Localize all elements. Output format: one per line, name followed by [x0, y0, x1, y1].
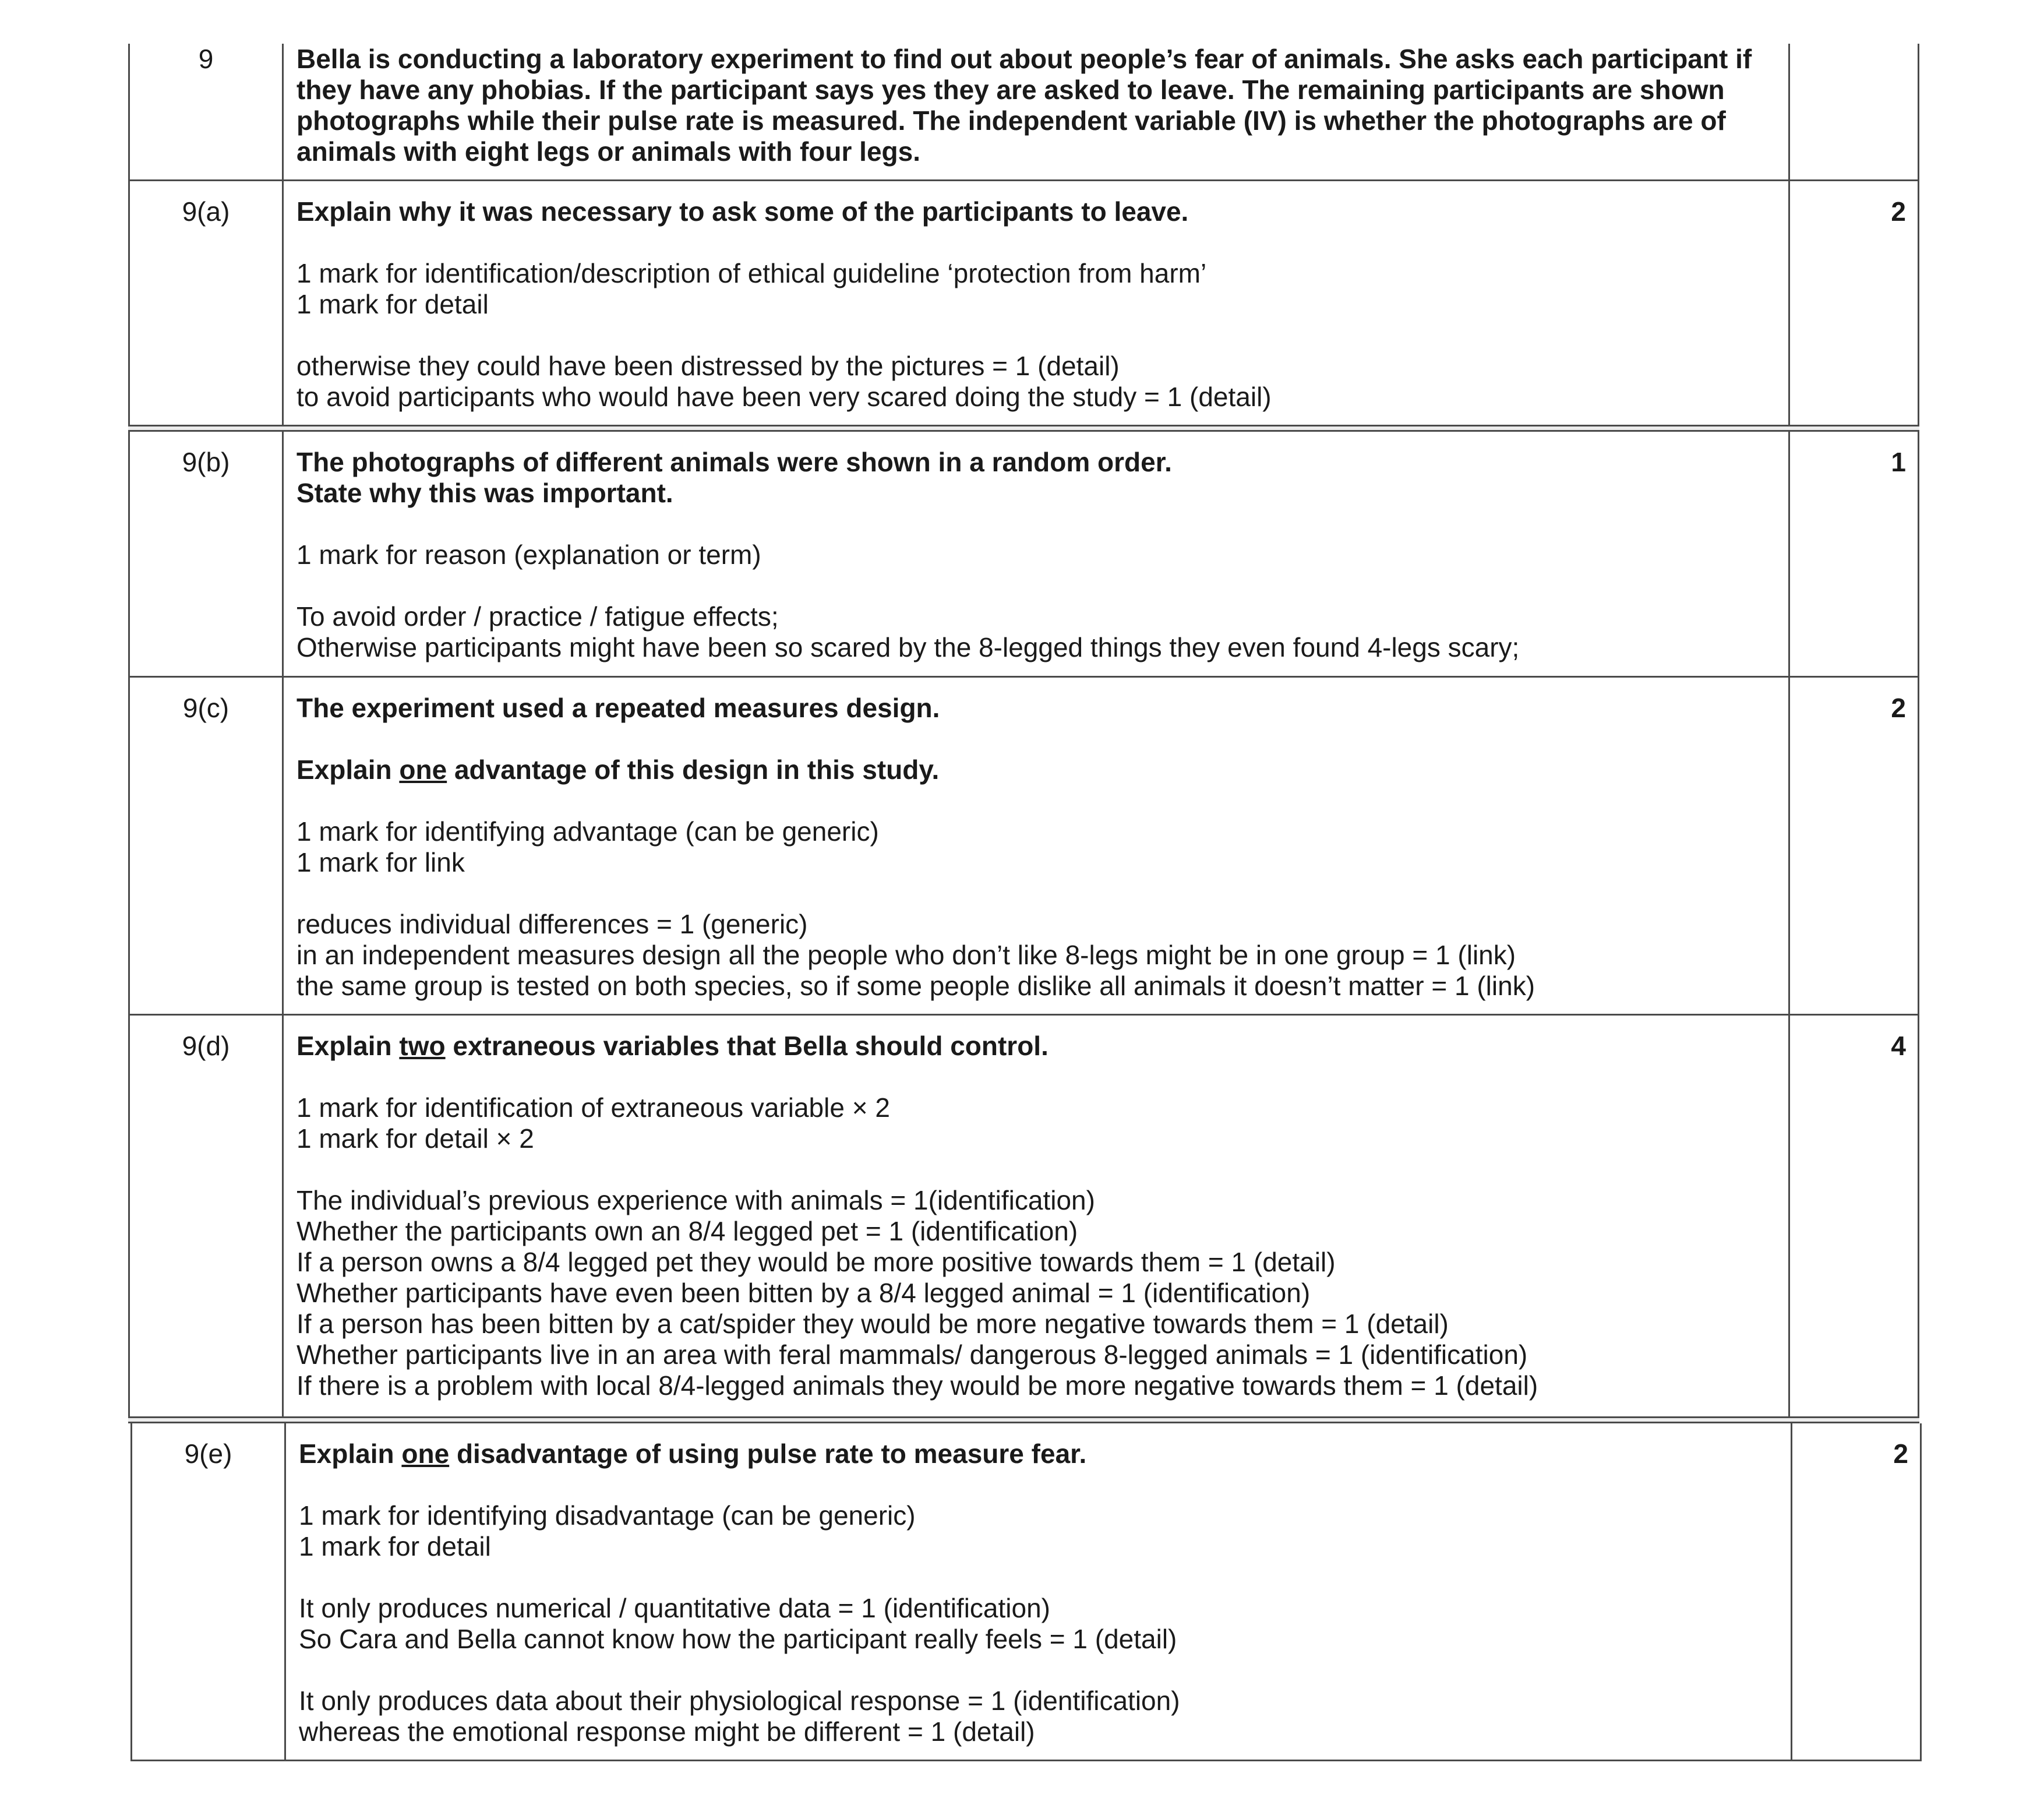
mark-guidance: 1 mark for identifying disadvantage (can be generic): [299, 1500, 916, 1531]
question-content: [284, 432, 1790, 676]
mark-guidance: 1 mark for detail × 2: [296, 1123, 534, 1154]
answer-point: Whether participants live in an area with feral mammals/ dangerous 8-legged animals = 1 (identification): [296, 1339, 1528, 1370]
stem-line: animals with eight legs or animals with four legs.: [296, 136, 920, 167]
question-content: [286, 1423, 1792, 1760]
question-9a-row: [128, 181, 1919, 425]
marks-value: 2: [1891, 693, 1906, 723]
question-content: [284, 1016, 1790, 1416]
marks-value: 2: [1891, 196, 1906, 227]
question-text: The experiment used a repeated measures design.: [296, 693, 940, 723]
answer-point: otherwise they could have been distressed by the pictures = 1 (detail): [296, 351, 1120, 381]
marks-cell: [1790, 44, 1918, 179]
question-9e-row: [130, 1423, 1922, 1761]
question-number: 9(b): [130, 432, 284, 676]
mark-guidance: 1 mark for reason (explanation or term): [296, 540, 761, 570]
stem-line: Bella is conducting a laboratory experiment to find out about people’s fear of animals. She asks each participant if: [296, 44, 1752, 74]
question-stem: [284, 44, 1790, 179]
question-text: Explain why it was necessary to ask some of the participants to leave.: [296, 196, 1189, 227]
answer-point: Whether the participants own an 8/4 legged pet = 1 (identification): [296, 1216, 1078, 1246]
question-text: Explain one disadvantage of using pulse rate to measure fear.: [299, 1439, 1087, 1469]
answer-point: It only produces numerical / quantitative data = 1 (identification): [299, 1593, 1050, 1623]
mark-guidance: 1 mark for identification/description of ethical guideline ‘protection from harm’: [296, 258, 1207, 288]
row-separator: [128, 1416, 1919, 1423]
question-number: 9: [130, 44, 284, 179]
question-number: 9(a): [130, 181, 284, 425]
answer-point: If a person has been bitten by a cat/spider they would be more negative towards them = 1 (detail): [296, 1309, 1449, 1339]
row-separator: [128, 425, 1919, 432]
stem-line: they have any phobias. If the participant says yes they are asked to leave. The remaining participants are shown: [296, 75, 1725, 105]
answer-point: to avoid participants who would have been very scared doing the study = 1 (detail): [296, 382, 1272, 412]
mark-guidance: 1 mark for identifying advantage (can be generic): [296, 816, 879, 847]
question-number: 9(c): [130, 678, 284, 1014]
answer-point: Otherwise participants might have been so scared by the 8-legged things they even found 4-legs scary;: [296, 632, 1520, 662]
answer-point: If there is a problem with local 8/4-legged animals they would be more negative towards them = 1 (detail): [296, 1370, 1538, 1401]
question-text: Explain two extraneous variables that Bella should control.: [296, 1031, 1049, 1061]
answer-point: If a person owns a 8/4 legged pet they would be more positive towards them = 1 (detail): [296, 1247, 1336, 1277]
mark-guidance: 1 mark for identification of extraneous variable × 2: [296, 1092, 890, 1123]
question-9d-row: [128, 1016, 1919, 1416]
answer-point: in an independent measures design all the people who don’t like 8-legs might be in one group = 1 (link): [296, 940, 1516, 970]
answer-point: whereas the emotional response might be different = 1 (detail): [299, 1716, 1035, 1747]
marks-value: 1: [1891, 447, 1906, 477]
marks-value: 2: [1893, 1439, 1908, 1469]
answer-point: the same group is tested on both species, so if some people dislike all animals it doesn’t matter = 1 (link): [296, 971, 1535, 1001]
answer-point: To avoid order / practice / fatigue effects;: [296, 601, 779, 632]
question-content: [284, 181, 1790, 425]
question-content: [284, 678, 1790, 1014]
mark-guidance: 1 mark for link: [296, 847, 465, 877]
question-number: 9(e): [132, 1423, 286, 1760]
answer-point: The individual’s previous experience with animals = 1(identification): [296, 1185, 1095, 1215]
question-9c-row: [128, 678, 1919, 1016]
question-9-row: [128, 44, 1919, 181]
answer-point: So Cara and Bella cannot know how the participant really feels = 1 (detail): [299, 1624, 1177, 1654]
mark-guidance: 1 mark for detail: [299, 1531, 491, 1561]
answer-point: reduces individual differences = 1 (generic): [296, 909, 808, 939]
question-text: The photographs of different animals were shown in a random order.: [296, 447, 1172, 477]
question-text: State why this was important.: [296, 478, 673, 508]
question-number: 9(d): [130, 1016, 284, 1416]
marks-value: 4: [1891, 1031, 1906, 1061]
mark-guidance: 1 mark for detail: [296, 289, 489, 319]
question-9b-row: [128, 432, 1919, 678]
question-text: Explain one advantage of this design in this study.: [296, 755, 940, 785]
stem-line: photographs while their pulse rate is measured. The independent variable (IV) is whether the photographs are of: [296, 105, 1726, 136]
answer-point: Whether participants have even been bitten by a 8/4 legged animal = 1 (identification): [296, 1278, 1311, 1308]
answer-point: It only produces data about their physiological response = 1 (identification): [299, 1686, 1180, 1716]
